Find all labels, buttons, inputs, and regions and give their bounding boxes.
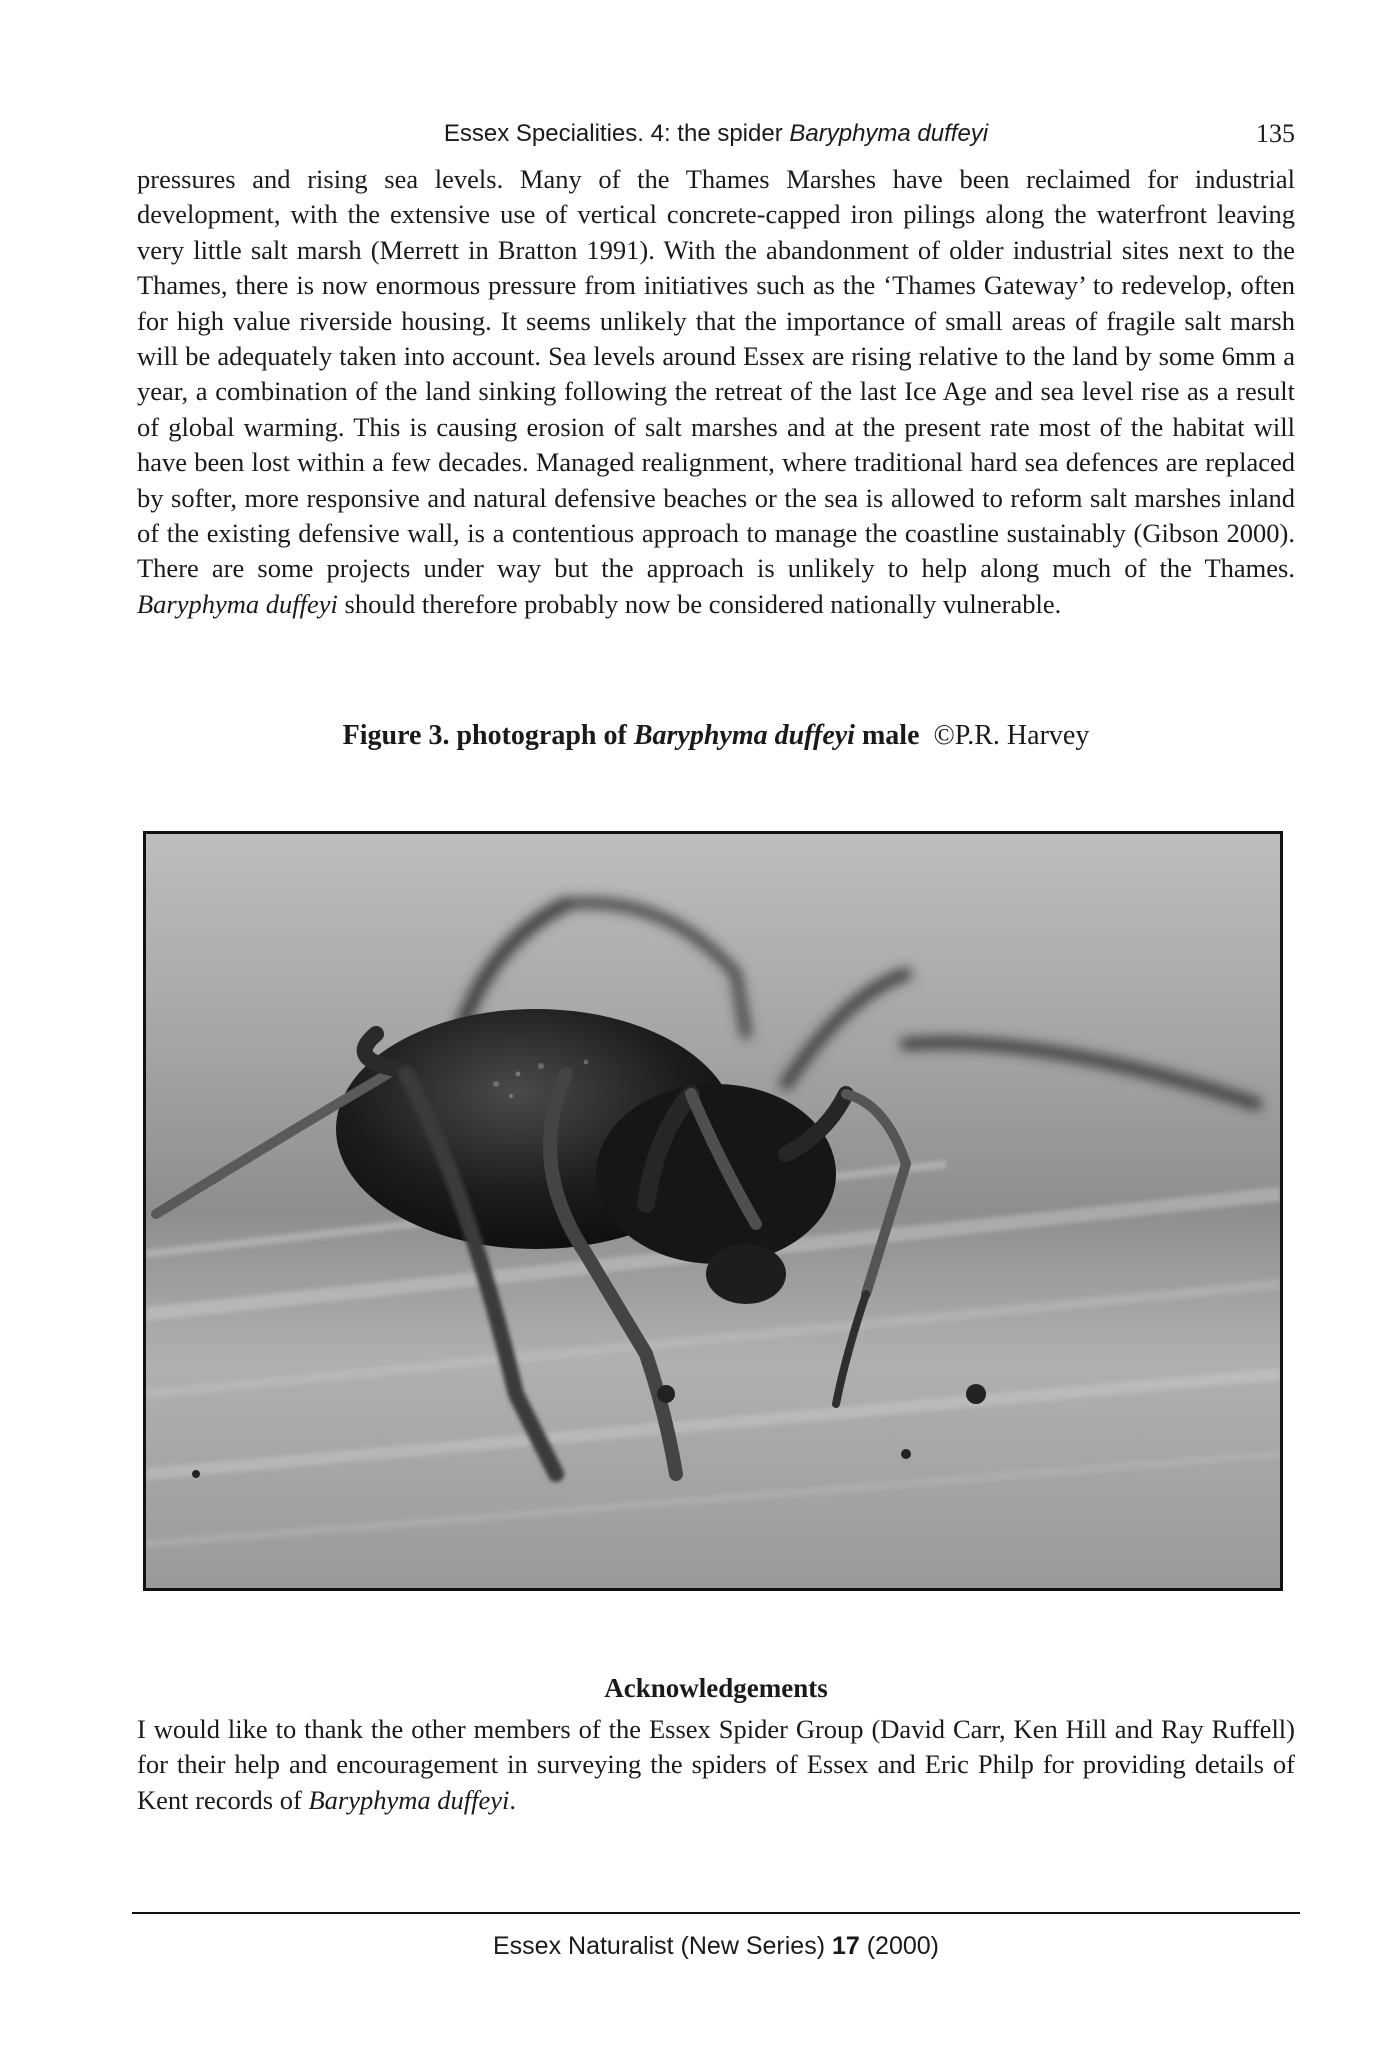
journal-footer [137,1928,1295,1964]
figure-species: Baryphyma duffeyi [633,720,855,751]
spider-illustration [146,834,1280,1588]
acknowledgements-species: Baryphyma duffeyi [308,1784,510,1815]
acknowledgements-end: . [509,1784,516,1815]
acknowledgements-text [137,1712,1295,1818]
acknowledgements-heading: Acknowledgements [604,1673,828,1703]
running-header [137,116,1295,152]
spider-chelicerae [706,1244,786,1304]
body-closing-species: Baryphyma duffeyi [137,588,338,619]
footer-volume: 17 [831,1932,860,1960]
body-closing-text: should therefore probably now be considered nationally vulnerable. [337,588,1062,619]
figure-caption [137,716,1295,756]
figure-label: Figure 3. photograph of [342,720,634,751]
footer-year: (2000) [859,1932,939,1960]
running-title-species: Baryphyma duffeyi [789,120,989,147]
figure-sex: male [854,720,920,751]
figure-credit: ©P.R. Harvey [933,720,1090,751]
running-title-prefix: Essex Specialities. 4: the spider [443,120,790,147]
body-paragraph-main: pressures and rising sea levels. Many of the Thames Marshes have been reclaimed for industrial development, with the extensive use of vertical concrete-capped iron pilings along the waterfront leaving very little salt marsh (Merrett in Bratton 1991). With the abandonment of older industrial sites next to the Thames, there is now enormous pressure from initiatives such as the ‘Thames Gateway’ to redevelop, often for high value riverside housing. It seems unlikely that the importance of small areas of fragile salt marsh will be adequately taken into account. Sea levels around Essex are rising relative to the land by some 6mm a year, a combination of the land sinking following the retreat of the last Ice Age and sea level rise as a result of global warming. This is causing erosion of salt marshes and at the present rate most of the habitat will have been lost within a few decades. Managed realignment, where traditional hard sea defences are replaced by softer, more responsive and natural defensive beaches or the sea is allowed to reform salt marshes inland of the existing defensive wall, is a contentious approach to manage the coastline sustainably (Gibson 2000). There are some projects under way but the approach is unlikely to help along much of the Thames. [137,164,1295,584]
running-title [137,116,1295,152]
footer-journal: Essex Naturalist (New Series) [492,1932,832,1960]
acknowledgements-body: I would like to thank the other members of the Essex Spider Group (David Carr, Ken Hill and Ray Ruffell) for their help and encouragement in surveying the spiders of Essex and Eric Philp for providing details of Kent records of [137,1714,1295,1815]
page-number: 135 [1256,119,1295,148]
body-paragraph [137,162,1295,622]
spider-cephalothorax [596,1084,836,1264]
footer-divider [132,1912,1300,1914]
body-text [137,162,1295,622]
spider-photograph [143,831,1283,1591]
